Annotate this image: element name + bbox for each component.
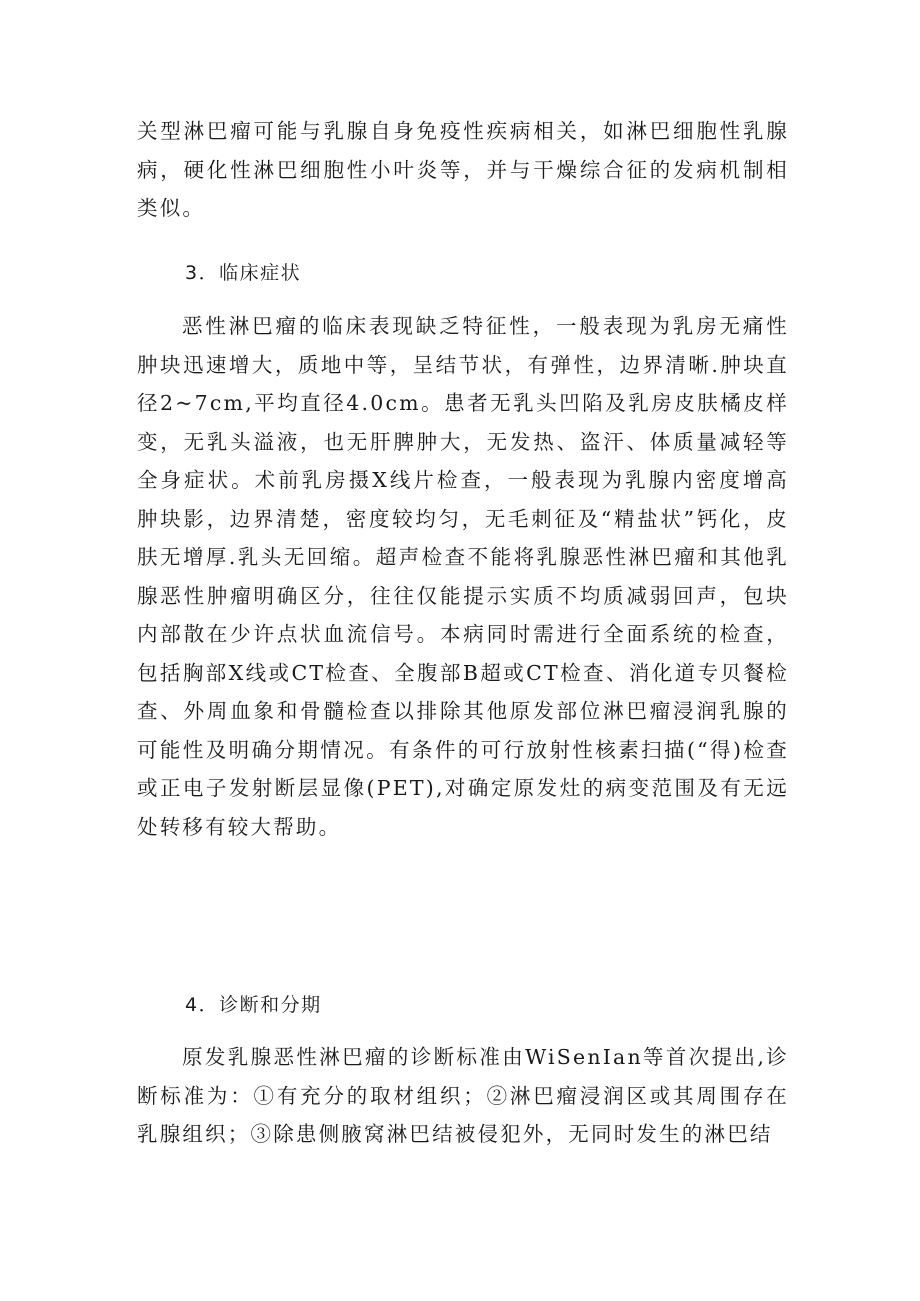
heading-clinical-symptoms: 3．临床症状 — [185, 262, 302, 284]
heading-diagnosis-staging: 4．诊断和分期 — [185, 994, 322, 1016]
paragraph-diagnosis-criteria: 原发乳腺恶性淋巴瘤的诊断标准由WiSenIan等首次提出,诊断标准为：①有充分的取材组织；②淋巴瘤浸润区或其周围存在乳腺组织；③除患侧腋窝淋巴结被侵犯外，无同时发生的淋巴结 — [137, 1045, 789, 1146]
paragraph-pathogenesis: 关型淋巴瘤可能与乳腺自身免疫性疾病相关，如淋巴细胞性乳腺病，硬化性淋巴细胞性小叶炎等，并与干燥综合征的发病机制相类似。 — [137, 119, 789, 220]
paragraph-clinical-symptoms: 恶性淋巴瘤的临床表现缺乏特征性，一般表现为乳房无痛性肿块迅速增大，质地中等，呈结节状，有弹性，边界清晰.肿块直径2~7cm,平均直径4.0cm。患者无乳头凹陷及乳房皮肤橘皮样变，无乳头溢液，也无肝脾肿大，无发热、盗汗、体质量减轻等全身症状。术前乳房摄X线片检查，一般表现为乳腺内密度增高肿块影，边界清楚，密度较均匀，无毛刺征及“精盐状”钙化，皮肤无增厚.乳头无回缩。超声检查不能将乳腺恶性淋巴瘤和其他乳腺恶性肿瘤明确区分，往往仅能提示实质不均质减弱回声，包块内部散在少许点状血流信号。本病同时需进行全面系统的检查，包括胸部X线或CT检查、全腹部B超或CT检查、消化道专贝餐检查、外周血象和骨髓检查以排除其他原发部位淋巴瘤浸润乳腺的可能性及明确分期情况。有条件的可行放射性核素扫描(“得)检查或正电子发射断层显像(PET),对确定原发灶的病变范围及有无远处转移有较大帮助。 — [137, 314, 789, 839]
